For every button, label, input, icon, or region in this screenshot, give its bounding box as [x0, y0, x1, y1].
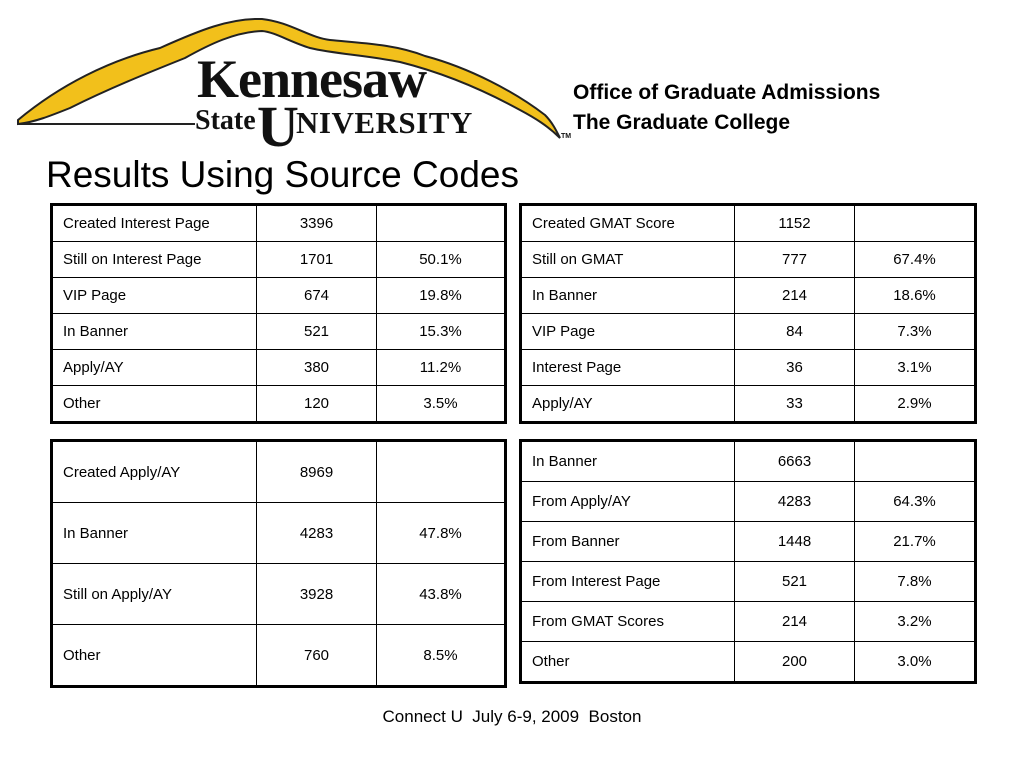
row-label-cell: VIP Page	[521, 314, 735, 350]
logo-wordmark-university: NIVERSITY	[296, 105, 473, 140]
row-percent-cell	[377, 441, 506, 503]
row-percent-cell: 18.6%	[855, 278, 976, 314]
row-count-cell: 777	[735, 242, 855, 278]
row-label-cell: In Banner	[521, 441, 735, 482]
row-label-cell: VIP Page	[52, 278, 257, 314]
table-row	[52, 205, 506, 242]
page-title: Results Using Source Codes	[46, 154, 519, 195]
row-percent-cell: 3.2%	[855, 602, 976, 642]
row-count-cell: 8969	[257, 441, 377, 503]
row-count-cell: 380	[257, 350, 377, 386]
gmat-table	[519, 203, 977, 424]
table-row	[52, 503, 506, 564]
row-percent-cell	[377, 205, 506, 242]
logo-trademark: TM	[561, 133, 572, 140]
row-count-cell: 84	[735, 314, 855, 350]
row-percent-cell: 47.8%	[377, 503, 506, 564]
table-row	[52, 441, 506, 503]
row-count-cell: 4283	[257, 503, 377, 564]
row-count-cell: 521	[735, 562, 855, 602]
row-count-cell: 120	[257, 386, 377, 423]
row-percent-cell: 21.7%	[855, 522, 976, 562]
row-count-cell: 36	[735, 350, 855, 386]
row-count-cell: 214	[735, 602, 855, 642]
logo-wordmark-state: State	[195, 105, 256, 136]
footer-text: Connect U July 6-9, 2009 Boston	[382, 707, 642, 726]
row-label-cell: From Banner	[521, 522, 735, 562]
table-row	[521, 562, 976, 602]
row-percent-cell	[855, 205, 976, 242]
row-count-cell: 1152	[735, 205, 855, 242]
row-percent-cell: 7.8%	[855, 562, 976, 602]
table-row	[521, 386, 976, 423]
row-label-cell: Apply/AY	[52, 350, 257, 386]
in-banner-table	[519, 439, 977, 684]
row-label-cell: Apply/AY	[521, 386, 735, 423]
table-row	[52, 278, 506, 314]
row-count-cell: 3396	[257, 205, 377, 242]
row-label-cell: Created Interest Page	[52, 205, 257, 242]
interest-page-table	[50, 203, 507, 424]
row-count-cell: 200	[735, 642, 855, 683]
table-row	[521, 350, 976, 386]
office-heading	[573, 78, 880, 138]
row-count-cell: 33	[735, 386, 855, 423]
row-label-cell: In Banner	[521, 278, 735, 314]
row-percent-cell: 50.1%	[377, 242, 506, 278]
row-label-cell: Created Apply/AY	[52, 441, 257, 503]
row-label-cell: From Interest Page	[521, 562, 735, 602]
row-count-cell: 6663	[735, 441, 855, 482]
table-row	[52, 314, 506, 350]
row-label-cell: Interest Page	[521, 350, 735, 386]
row-label-cell: Other	[521, 642, 735, 683]
row-count-cell: 3928	[257, 564, 377, 625]
footer	[0, 707, 1024, 727]
row-count-cell: 4283	[735, 482, 855, 522]
row-label-cell: From GMAT Scores	[521, 602, 735, 642]
row-count-cell: 674	[257, 278, 377, 314]
row-percent-cell: 3.5%	[377, 386, 506, 423]
row-count-cell: 521	[257, 314, 377, 350]
table-row	[52, 625, 506, 687]
row-count-cell: 1448	[735, 522, 855, 562]
row-percent-cell: 64.3%	[855, 482, 976, 522]
row-percent-cell: 11.2%	[377, 350, 506, 386]
row-percent-cell: 67.4%	[855, 242, 976, 278]
row-percent-cell: 7.3%	[855, 314, 976, 350]
row-percent-cell: 15.3%	[377, 314, 506, 350]
table-row	[521, 642, 976, 683]
row-label-cell: In Banner	[52, 503, 257, 564]
row-percent-cell: 3.1%	[855, 350, 976, 386]
row-percent-cell	[855, 441, 976, 482]
table-row	[521, 278, 976, 314]
table-row	[521, 441, 976, 482]
table-row	[52, 350, 506, 386]
table-row	[521, 602, 976, 642]
row-label-cell: In Banner	[52, 314, 257, 350]
row-percent-cell: 8.5%	[377, 625, 506, 687]
row-label-cell: Other	[52, 386, 257, 423]
office-line-2: The Graduate College	[573, 111, 791, 134]
row-label-cell: From Apply/AY	[521, 482, 735, 522]
row-label-cell: Still on Apply/AY	[52, 564, 257, 625]
row-count-cell: 760	[257, 625, 377, 687]
table-row	[521, 314, 976, 350]
row-percent-cell: 43.8%	[377, 564, 506, 625]
table-row	[52, 564, 506, 625]
office-line-1: Office of Graduate Admissions	[573, 81, 881, 104]
row-percent-cell: 2.9%	[855, 386, 976, 423]
table-row	[52, 386, 506, 423]
row-percent-cell: 3.0%	[855, 642, 976, 683]
row-count-cell: 214	[735, 278, 855, 314]
apply-ay-table	[50, 439, 507, 688]
university-logo	[0, 0, 580, 160]
row-count-cell: 1701	[257, 242, 377, 278]
row-label-cell: Still on GMAT	[521, 242, 735, 278]
table-row	[521, 522, 976, 562]
table-row	[521, 242, 976, 278]
logo-wordmark-u: U	[257, 94, 299, 159]
row-label-cell: Still on Interest Page	[52, 242, 257, 278]
table-row	[521, 482, 976, 522]
row-percent-cell: 19.8%	[377, 278, 506, 314]
row-label-cell: Created GMAT Score	[521, 205, 735, 242]
logo-wordmark-kennesaw: Kennesaw	[197, 49, 427, 109]
table-row	[52, 242, 506, 278]
table-row	[521, 205, 976, 242]
row-label-cell: Other	[52, 625, 257, 687]
